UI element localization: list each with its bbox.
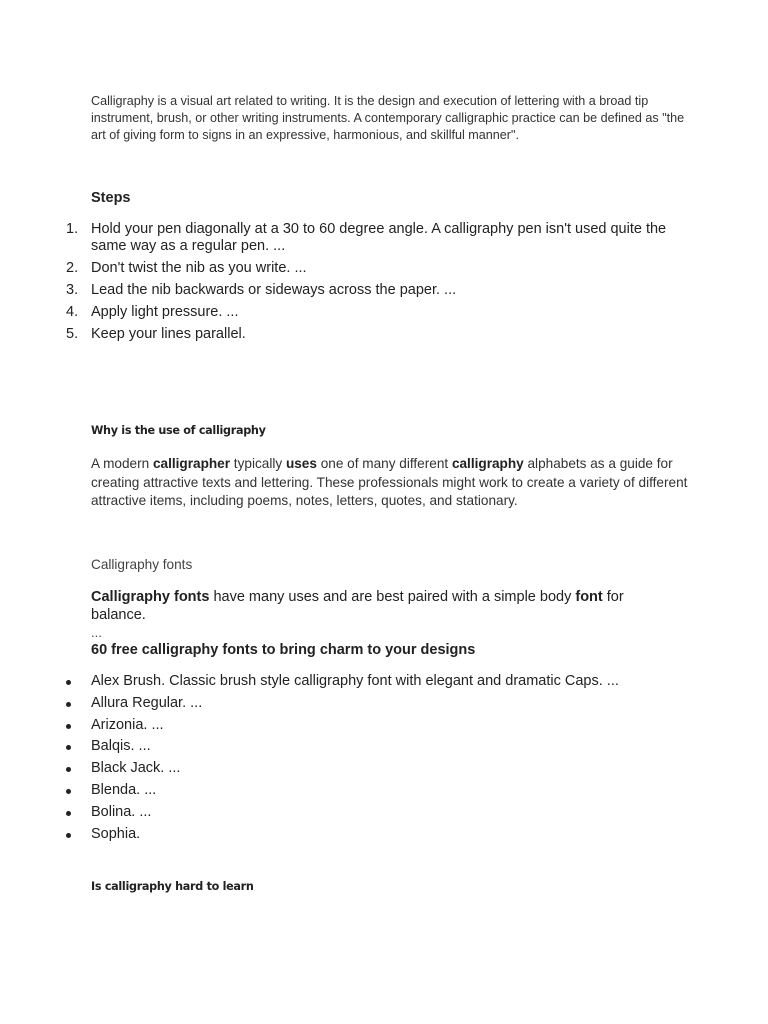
list-item [0, 782, 700, 799]
why-bold-calligraphy: calligraphy [451, 456, 524, 471]
why-bold-uses: uses [285, 456, 317, 471]
list-item [0, 826, 700, 843]
fonts-bold-font: font [575, 589, 603, 605]
step-text: Apply light pressure. ... [91, 304, 239, 320]
why-text-3: one of many different [316, 456, 452, 471]
step-text: Don't twist the nib as you write. ... [91, 260, 307, 276]
list-item [0, 673, 700, 690]
bullet-icon [66, 811, 71, 816]
step-number: 2. [66, 260, 79, 276]
step-text: Lead the nib backwards or sideways across the paper. ... [91, 282, 457, 298]
why-text-4: alphabets as a guide for creating attractive texts and lettering. These professionals might work to create a variety of different attractive items, including poems, notes, letters, quotes, and stationary. [91, 456, 688, 508]
bullet-icon [66, 789, 71, 794]
font-name: Black Jack. ... [91, 760, 181, 777]
hard-heading: Is calligraphy hard to learn [91, 880, 254, 893]
why-text-2: typically [230, 456, 286, 471]
step-item [0, 304, 700, 321]
font-name: Allura Regular. ... [91, 694, 203, 711]
step-text: Keep your lines parallel. [91, 326, 246, 342]
font-name: Bolina. ... [91, 803, 152, 820]
step-item [0, 260, 700, 277]
intro-paragraph: Calligraphy is a visual art related to writing. It is the design and execution of lettering with a broad tip instrument, brush, or other writing instruments. A contemporary calligraphic practice can be defined as "the art of giving form to signs in an expressive, harmonious, and skillful manner". [91, 94, 685, 142]
font-name: Alex Brush. Classic brush style calligraphy font with elegant and dramatic Caps. ... [91, 673, 619, 689]
font-name: Sophia. [91, 825, 141, 842]
why-text-1: A modern [91, 456, 153, 471]
font-name: Blenda. ... [91, 781, 157, 798]
step-number: 3. [66, 282, 79, 298]
step-item [0, 221, 700, 255]
bullet-icon [66, 767, 71, 772]
fonts-bold-calligraphy-fonts: Calligraphy fonts [91, 589, 210, 605]
step-text: Hold your pen diagonally at a 30 to 60 degree angle. A calligraphy pen isn't used quite the same way as a regular pen. ... [91, 221, 667, 254]
list-item [0, 738, 700, 755]
fonts-ellipsis: ... [91, 625, 102, 640]
why-heading: Why is the use of calligraphy [91, 424, 266, 437]
bullet-icon [66, 680, 71, 685]
font-name: Balqis. ... [91, 738, 151, 755]
why-bold-calligrapher: calligrapher [152, 456, 231, 471]
bullet-icon [66, 702, 71, 707]
list-item [0, 760, 700, 777]
bullet-icon [66, 745, 71, 750]
list-item [0, 717, 700, 734]
why-paragraph [91, 455, 691, 511]
step-item [0, 282, 700, 299]
fonts-list [0, 673, 700, 847]
step-number: 4. [66, 304, 79, 320]
bullet-icon [66, 724, 71, 729]
steps-list [0, 221, 700, 348]
fonts-text-1: have many uses and are best paired with a simple body [209, 589, 576, 605]
list-item [0, 695, 700, 712]
fonts-paragraph [91, 588, 671, 624]
font-name: Arizonia. ... [91, 716, 164, 733]
list-item [0, 804, 700, 821]
step-number: 1. [66, 221, 79, 237]
fonts-text-2: for balance. [91, 589, 624, 623]
steps-heading: Steps [91, 190, 131, 206]
step-item [0, 326, 700, 343]
free-fonts-heading: 60 free calligraphy fonts to bring charm to your designs [91, 642, 476, 658]
bullet-icon [66, 833, 71, 838]
fonts-heading: Calligraphy fonts [91, 557, 193, 572]
step-number: 5. [66, 326, 79, 342]
